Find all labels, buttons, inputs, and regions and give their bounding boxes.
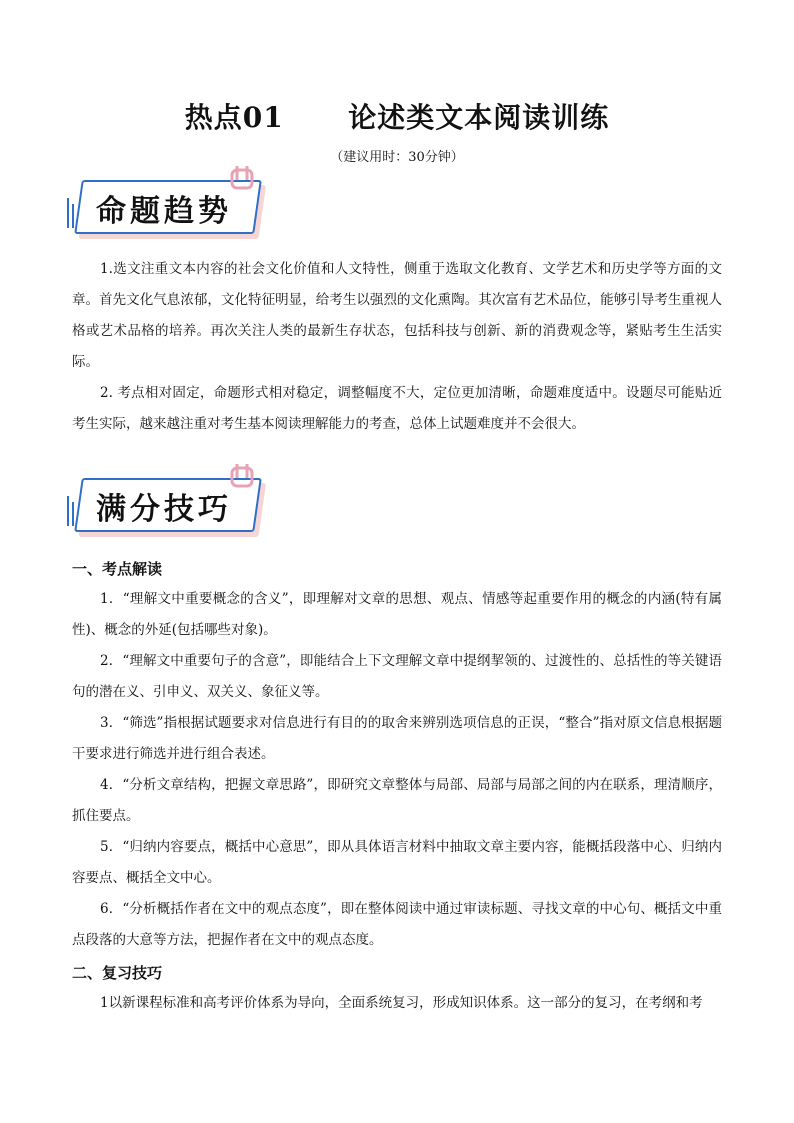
exam-point-item-5: 5．“归纳内容要点，概括中心意思”，即从具体语言材料中抽取文章主要内容，能概括段落中心、归纳内容要点、概括全文中心。 — [72, 839, 722, 886]
review-paragraph-1: 1以新课程标准和高考评价体系为导向，全面系统复习，形成知识体系。这一部分的复习，在考纲和考 — [100, 995, 703, 1011]
section-banner-trend — [78, 180, 268, 240]
decor-lines-icon — [66, 496, 76, 526]
exam-point-item-3: 3．“筛选”指根据试题要求对信息进行有目的的取舍来辨别选项信息的正误，“整合”指对原文信息根据题干要求进行筛选并进行组合表述。 — [72, 715, 722, 762]
paperclip-icon — [230, 464, 254, 490]
page-title: 热点01 论述类文本阅读训练 — [184, 101, 610, 134]
exam-point-item-2: 2．“理解文中重要句子的含意”，即能结合上下文理解文章中提纲挈领的、过渡性的、总括性的等关键语句的潜在义、引申义、双关义、象征义等。 — [72, 653, 722, 700]
paperclip-icon — [230, 166, 254, 192]
trend-paragraph-2: 2. 考点相对固定，命题形式相对稳定，调整幅度不大，定位更加清晰，命题难度适中。设题尽可能贴近考生实际，越来越注重对考生基本阅读理解能力的考查，总体上试题难度并不会很大。 — [72, 385, 722, 432]
trend-paragraph-1: 1.选文注重文本内容的社会文化价值和人文特性，侧重于选取文化教育、文学艺术和历史学等方面的文章。首先文化气息浓郁，文化特征明显，给考生以强烈的文化熏陶。其次富有艺术品位，能够引导考生重视人格或艺术品格的培养。再次关注人类的最新生存状态，包括科技与创新、新的消费观念等，紧贴考生生活实际。 — [72, 261, 722, 370]
exam-point-item-1: 1．“理解文中重要概念的含义”，即理解对文章的思想、观点、情感等起重要作用的概念的内涵(特有属性)、概念的外延(包括哪些对象)。 — [72, 591, 722, 638]
page-subtitle: （建议用时：30分钟） — [330, 150, 464, 165]
heading-review-tips: 二、复习技巧 — [72, 964, 163, 982]
banner-label: 命题趋势 — [96, 194, 232, 229]
decor-lines-icon — [66, 198, 76, 228]
section-banner-tips — [78, 478, 268, 538]
exam-point-item-4: 4．“分析文章结构，把握文章思路”，即研究文章整体与局部、局部与局部之间的内在联系，理清顺序，抓住要点。 — [72, 777, 722, 824]
banner-label: 满分技巧 — [96, 492, 232, 527]
heading-exam-points: 一、考点解读 — [72, 560, 163, 578]
exam-point-item-6: 6．“分析概括作者在文中的观点态度”，即在整体阅读中通过审读标题、寻找文章的中心句、概括文中重点段落的大意等方法，把握作者在文中的观点态度。 — [72, 901, 722, 948]
